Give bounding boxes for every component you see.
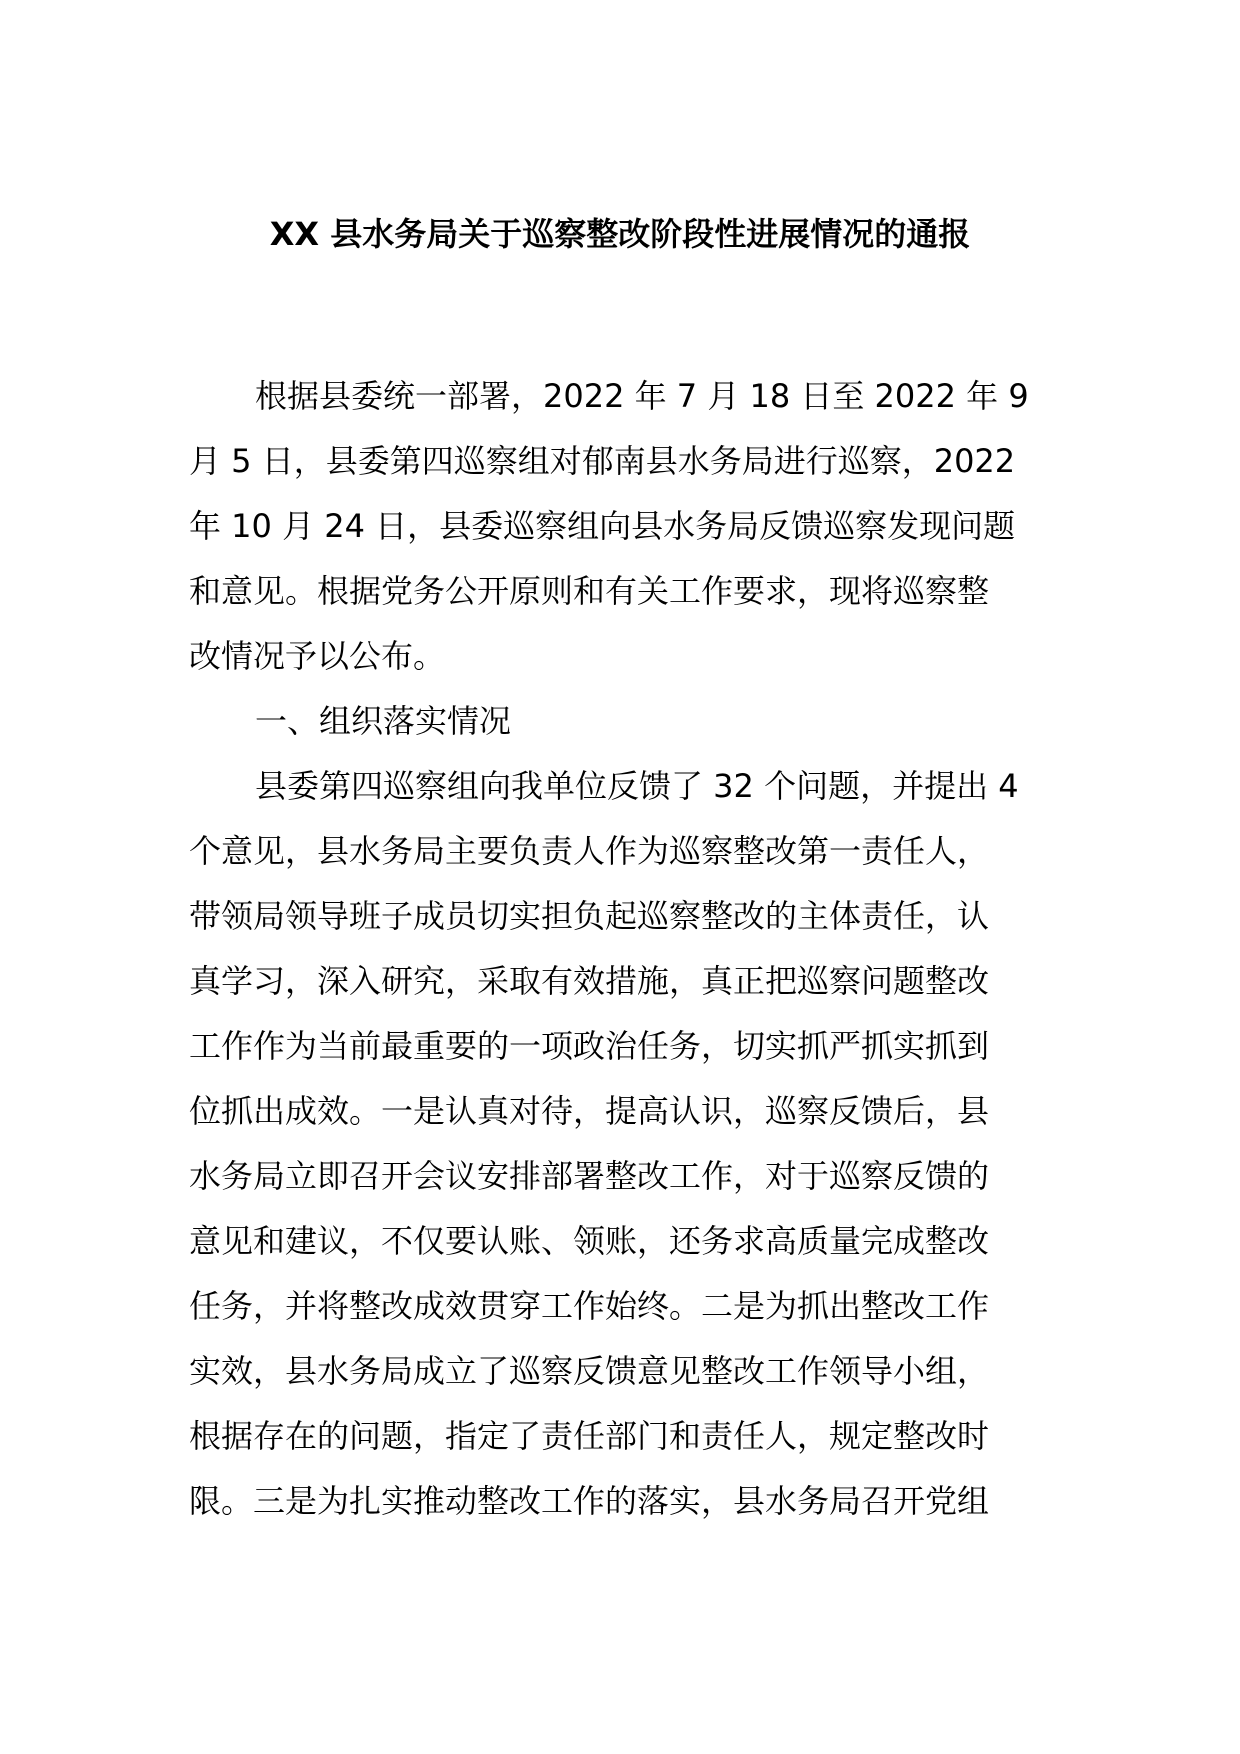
- document-body: [189, 364, 1059, 1534]
- paragraph-line: 县委第四巡察组向我单位反馈了 32 个问题，并提出 4: [255, 767, 1019, 805]
- paragraph-line: 根据存在的问题，指定了责任部门和责任人，规定整改时: [189, 1417, 990, 1455]
- paragraph-line: 工作作为当前最重要的一项政治任务，切实抓严抓实抓到: [189, 1027, 990, 1065]
- paragraph-line: 根据县委统一部署，2022 年 7 月 18 日至 2022 年 9: [255, 377, 1029, 415]
- paragraph-line: 年 10 月 24 日，县委巡察组向县水务局反馈巡察发现问题: [189, 507, 1016, 545]
- paragraph-line: 意见和建议，不仅要认账、领账，还务求高质量完成整改: [189, 1222, 990, 1260]
- paragraph-line: 改情况予以公布。: [189, 637, 446, 675]
- paragraph-line: 位抓出成效。一是认真对待，提高认识，巡察反馈后，县: [189, 1092, 990, 1130]
- paragraph-line: 限。三是为扎实推动整改工作的落实，县水务局召开党组: [189, 1482, 990, 1520]
- paragraph-line: 实效，县水务局成立了巡察反馈意见整改工作领导小组，: [189, 1352, 990, 1390]
- paragraph-line: 真学习，深入研究，采取有效措施，真正把巡察问题整改: [189, 962, 990, 1000]
- paragraph-line: 水务局立即召开会议安排部署整改工作，对于巡察反馈的: [189, 1157, 990, 1195]
- paragraph-line: 月 5 日，县委第四巡察组对郁南县水务局进行巡察，2022: [189, 442, 1016, 480]
- paragraph-line: 和意见。根据党务公开原则和有关工作要求，现将巡察整: [189, 572, 990, 610]
- paragraph-line: 个意见，县水务局主要负责人作为巡察整改第一责任人，: [189, 832, 990, 870]
- section-heading: 一、组织落实情况: [255, 702, 512, 740]
- paragraph-line: 带领局领导班子成员切实担负起巡察整改的主体责任，认: [189, 897, 990, 935]
- paragraph-line: 任务，并将整改成效贯穿工作始终。二是为抓出整改工作: [189, 1287, 990, 1325]
- document-title: XX 县水务局关于巡察整改阶段性进展情况的通报: [269, 215, 971, 253]
